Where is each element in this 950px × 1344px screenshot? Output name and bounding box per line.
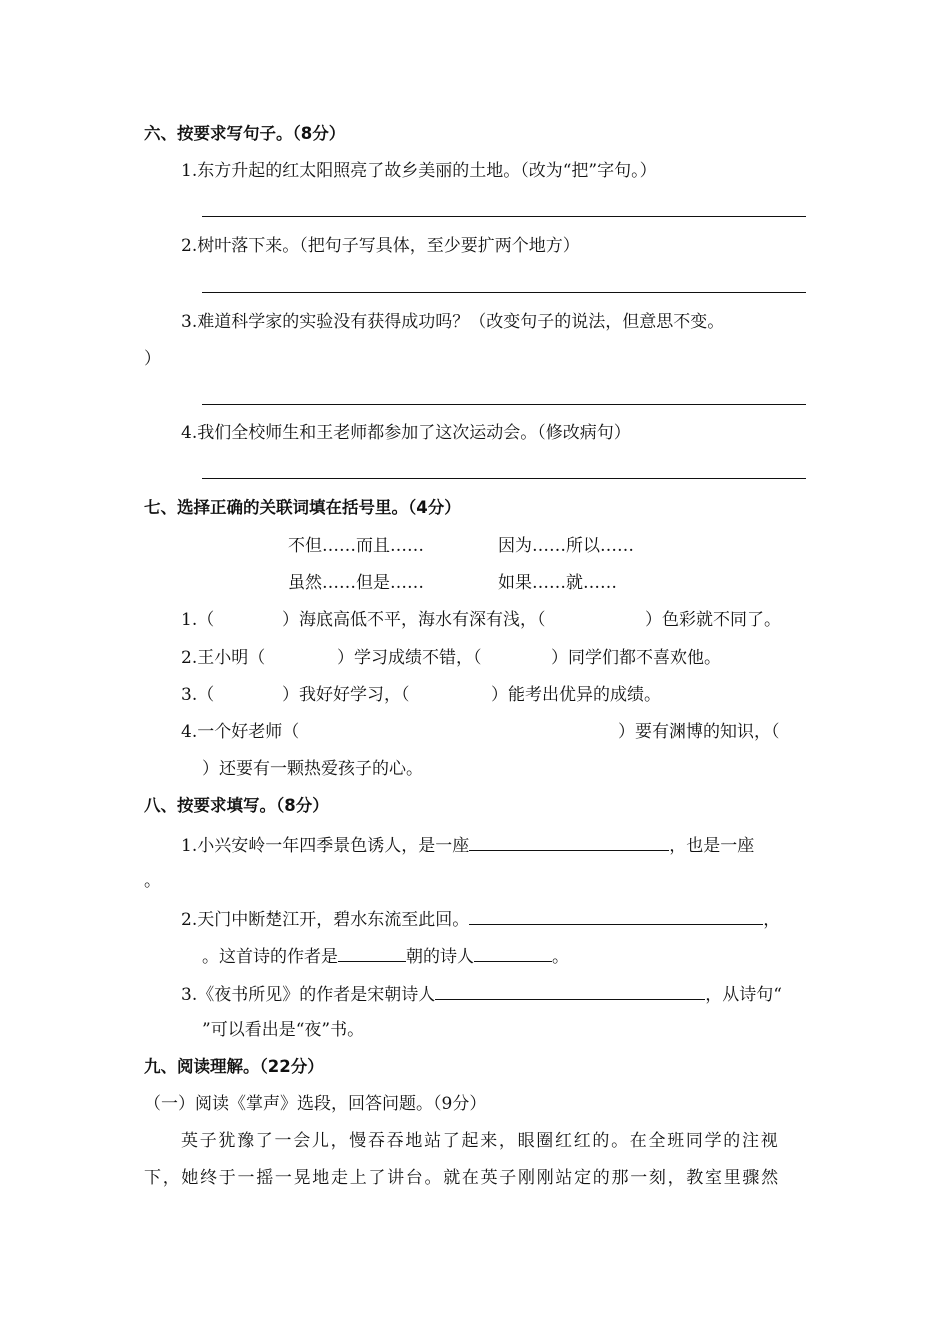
s8-q2-text-2: 。这首诗的作者是 [202,947,338,967]
s7-q3-part-a: 3.（ [181,685,215,705]
s8-question-2 [181,906,780,932]
s8-q2-blank-poet[interactable] [474,943,552,962]
reading-passage-line-2: 下，她终于一摇一晃地走上了讲台。就在英子刚刚站定的那一刻，教室里骤然 [144,1168,780,1188]
s7-q2-part-a: 2.王小明（ [181,648,266,668]
s8-q3-text: 3.《夜书所见》的作者是宋朝诗人 [181,985,436,1005]
s6-question-3-cont: ） [144,349,161,369]
s8-q2-period: 。 [552,947,569,967]
s7-q3-part-b: ）我好好学习，（ [282,685,410,705]
section-9-title: 九、阅读理解。（22分） [144,1057,324,1076]
word-option: 如果……就…… [498,573,617,593]
word-option: 不但……而且…… [288,536,424,556]
s6-question-1: 1.东方升起的红太阳照亮了故乡美丽的土地。（改为“把”字句。） [181,161,657,181]
s7-q1-part-b: ）海底高低不平，海水有深有浅，（ [282,610,546,630]
s6-question-4: 4.我们全校师生和王老师都参加了这次运动会。（修改病句） [181,423,631,443]
s7-q1-part-c: ）色彩就不同了。 [645,610,781,630]
s8-question-3-cont: ”可以看出是“夜”书。 [202,1020,365,1040]
s8-q3-text-2: ，从诗句“ [705,985,782,1005]
s6-answer-line-3[interactable] [202,404,806,405]
s7-q2-part-b: ）学习成绩不错，（ [337,648,482,668]
word-option: 虽然……但是…… [288,573,424,593]
s8-q1-blank[interactable] [469,832,669,851]
s7-q4-part-c: ）还要有一颗热爱孩子的心。 [202,759,423,779]
reading-subtitle: （一）阅读《掌声》选段，回答问题。（9分） [144,1094,487,1114]
s6-answer-line-4[interactable] [202,478,806,479]
section-6-title: 六、按要求写句子。（8分） [144,124,346,143]
s8-question-1 [181,832,754,858]
s6-answer-line-1[interactable] [202,216,806,217]
s7-q3-part-c: ）能考出优异的成绩。 [491,685,661,705]
s7-q1-part-a: 1.（ [181,610,215,630]
s8-q2-blank-1[interactable] [469,906,763,925]
s6-answer-line-2[interactable] [202,292,806,293]
section-8-title: 八、按要求填写。（8分） [144,796,329,815]
s7-q4-part-b: ）要有渊博的知识，（ [618,722,780,742]
section-7-title: 七、选择正确的关联词填在括号里。（4分） [144,498,461,517]
s8-q2-text: 2.天门中断楚江开，碧水东流至此回。 [181,910,470,930]
word-option: 因为……所以…… [498,536,634,556]
s6-question-3: 3.难道科学家的实验没有获得成功吗？（改变句子的说法，但意思不变。 [181,312,725,332]
s8-q2-text-3: 朝的诗人 [406,947,474,967]
reading-passage-line-1: 英子犹豫了一会儿，慢吞吞地站了起来，眼圈红红的。在全班同学的注视 [181,1131,780,1151]
s7-q4-part-a: 4.一个好老师（ [181,722,300,742]
s8-q3-blank[interactable] [435,981,705,1000]
s8-question-2-cont [202,943,569,969]
s8-q2-blank-dynasty[interactable] [338,943,406,962]
s6-question-2: 2.树叶落下来。（把句子写具体，至少要扩两个地方） [181,236,580,256]
s8-q2-comma: ， [763,910,781,930]
s8-q1-text: 1.小兴安岭一年四季景色诱人，是一座 [181,836,470,856]
s8-question-3 [181,981,782,1007]
s8-q1-text-2: ，也是一座 [669,836,755,856]
s8-question-1-cont: 。 [144,871,161,891]
s7-q2-part-c: ）同学们都不喜欢他。 [551,648,721,668]
